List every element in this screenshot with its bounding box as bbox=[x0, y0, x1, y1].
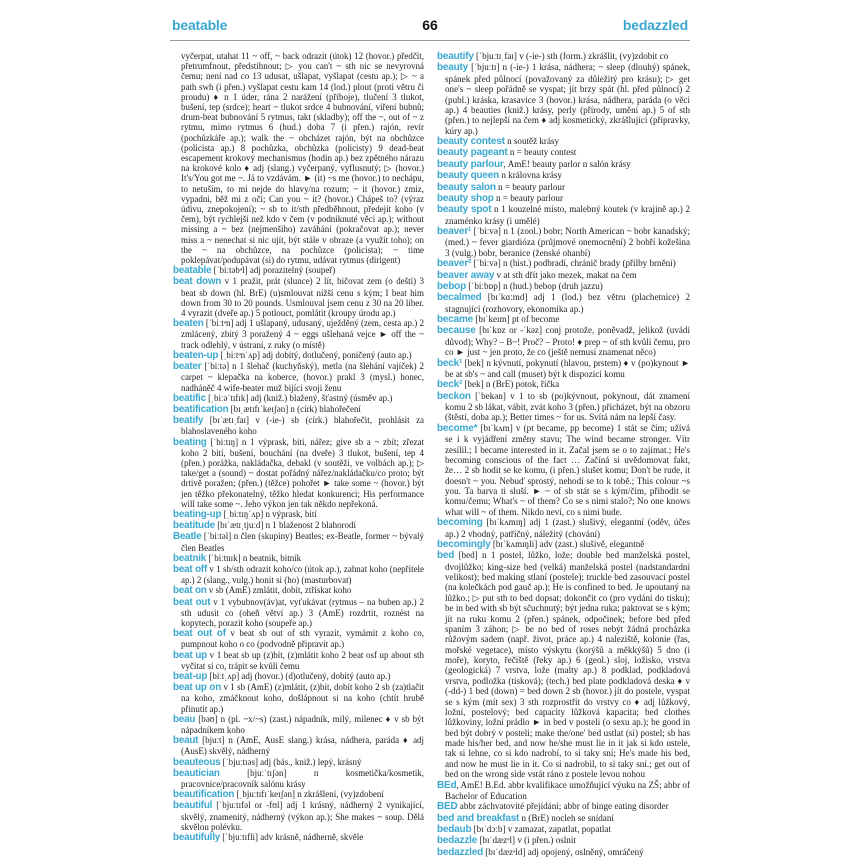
headword: beatitude bbox=[173, 520, 215, 532]
dictionary-entry bbox=[173, 757, 424, 768]
dictionary-entry bbox=[437, 539, 690, 550]
dictionary-entry bbox=[437, 62, 690, 136]
entry-body: [ˈbjuːtɪˌfaɪ] v (-ie-) sth (form.) zkrášlit, (vy)zdobit co bbox=[476, 51, 669, 61]
headword: BEd bbox=[437, 779, 457, 791]
headword: beckon bbox=[437, 390, 471, 402]
entry-body: [ˈbiːtə] n 1 šlehač (kuchyňský), metla (na šlehání vajíček) 2 carpet ~ klepačka na koberce, (hovor.) prakl 3 (mysl.) honec, nadháněč 4 wife-beater muž bijící svoji ženu bbox=[181, 361, 424, 393]
right-entries bbox=[437, 51, 690, 858]
entry-body: , AmE! beauty parlor n salón krásy bbox=[503, 158, 631, 169]
entry-body: n soutěž krásy bbox=[507, 136, 560, 146]
headword: beaten-up bbox=[173, 349, 219, 361]
entry-body: [ˌbiːtɪŋˈʌp] n výprask, bití bbox=[223, 508, 317, 519]
headword: beat on bbox=[173, 585, 207, 597]
dictionary-entry bbox=[437, 325, 690, 357]
entry-body: [ˈbjuːtɪəs] adj (bás., kniž.) lepý, krásný bbox=[222, 756, 362, 767]
dictionary-entry bbox=[437, 780, 690, 802]
entry-body: [ˌbiːtᵊnˈʌp] adj dobitý, dotlučený, poničený (auto ap.) bbox=[220, 349, 412, 360]
headword: beck¹ bbox=[437, 357, 463, 369]
entry-body: n = beauty parlour bbox=[498, 181, 566, 192]
dictionary-entry bbox=[173, 276, 424, 318]
dictionary-entry bbox=[173, 671, 424, 682]
entry-body: v beat sb out of sth vyrazit, vymámit z koho co, pumpnout koho o co (podvodně připravit ap.) bbox=[181, 628, 424, 650]
entry-body: [bɪˈkʌmɪŋ] adj 1 (zast.) slušivý, elegantní (oděv, účes ap.) 2 vhodný, patřičný, náležitý (chování) bbox=[445, 517, 690, 539]
dictionary-entry bbox=[437, 281, 690, 292]
headword: bedaub bbox=[437, 824, 472, 835]
headword: beauty shop bbox=[437, 192, 494, 204]
headword: beautiful bbox=[173, 800, 213, 812]
dictionary-entry bbox=[437, 159, 690, 170]
headword: beat up on bbox=[173, 682, 222, 694]
headword: beautification bbox=[173, 789, 235, 801]
headword: beatable bbox=[173, 265, 212, 277]
header-last-word: bedazzled bbox=[622, 17, 688, 33]
headword: becoming bbox=[437, 517, 483, 529]
headword: beatific bbox=[173, 392, 206, 404]
headword: beat out of bbox=[173, 628, 226, 640]
dictionary-entry bbox=[437, 136, 690, 147]
entry-body: [ˈbiːtᵊn] adj 1 ušlapaný, udusaný, uježděný (zem, cesta ap.) 2 zmlácený, zbitý 3 poražený 4 ~ eggs ušlehaná vejce ► off the ~ track odlehlý, v ústraní, z ruky (o místě) bbox=[181, 318, 424, 350]
entry-body: [bɪˈkʌmɪŋli] adv (zast.) slušivě, elegantně bbox=[492, 538, 645, 549]
headword: beauty bbox=[437, 62, 469, 74]
running-header bbox=[170, 14, 690, 41]
dictionary-entry bbox=[173, 628, 424, 649]
dictionary-entry bbox=[173, 735, 424, 756]
headword: bedazzled bbox=[437, 846, 483, 858]
headword: beatification bbox=[173, 403, 229, 415]
entry-body: [ˈbiːtəl] n člen (skupiny) Beatles; ex-Beatle, former ~ bývalý člen Beatles bbox=[181, 531, 425, 553]
entry-body: [bjuːˈtɪʃən] n kosmetička/kosmetik, pracovnice/pracovník salónu krásy bbox=[181, 767, 424, 790]
dictionary-entry bbox=[173, 361, 424, 393]
entry-body: [ˈbjuːtɪ] n (-ie-) 1 krása, nádhera; ~ sleep (dlouhý) spánek, spánek před půlnocí (považovaný za důležitý pro krásu); ▷ get one's ~ sleep pořádně se vyspat; jít brzy spát (hl. před půlnocí) 2 (publ.) kráska, krasavice 3 (hovor.) krása, nádhera, paráda (o věci ap.) 4 beauties (kniž.) krásy, perly (přírody, umění ap.) 5 of sth (přen.) to nejlepší na čem ♦ adj kosmetický, zkrášlující (přípravky, kúry ap.) bbox=[445, 62, 690, 136]
dictionary-entry bbox=[173, 564, 424, 585]
dictionary-entry bbox=[437, 835, 690, 846]
headword: beaver¹ bbox=[437, 226, 472, 237]
left-entries bbox=[173, 265, 424, 843]
headword: beat off bbox=[173, 563, 208, 575]
headword: bed bbox=[437, 550, 455, 562]
dictionary-entry bbox=[437, 391, 690, 423]
dictionary-entry bbox=[173, 520, 424, 531]
dictionary-entry bbox=[173, 768, 424, 789]
dictionary-entry bbox=[437, 801, 690, 812]
headword: bed and breakfast bbox=[437, 812, 520, 824]
entry-body: [ˌbjuːtɪfɪˈkeɪʃən] n zkrášlení, (vy)zdobení bbox=[236, 789, 384, 800]
entry-body: [ˈbiːtɪŋ] n 1 výprask, bití, nářez; give sb a ~ zbít; zřezat koho 2 bití, bušení, bouchání (na dveře) 3 tlukot, bušení, tep 4 (přen.) porážka, nakládačka, debakl (v soutěži, ve volbách ap.); ▷ take/get a (sound) ~ dostat pořádný nářez/nakládačku/co proto; být drtivě poražen; (přen.) (těžce) pohořet ► take some ~ (hovor.) být jen těžko překonatelný, těžko hledat konkurenci; His performance will take some ~. Jeho výkon jen tak někdo nepřekoná. bbox=[181, 436, 425, 509]
dictionary-entry bbox=[437, 517, 690, 539]
headword: beauty parlour bbox=[437, 158, 504, 170]
dictionary-entry bbox=[173, 265, 424, 276]
headword: beating bbox=[173, 436, 207, 448]
left-column bbox=[173, 51, 424, 843]
entry-body: [bɪˈdæzᵊl] v (i přen.) oslnit bbox=[479, 835, 576, 846]
entry-body: n = beauty parlour bbox=[495, 192, 563, 203]
headword: beating-up bbox=[173, 508, 222, 520]
dictionary-entry bbox=[437, 824, 690, 835]
headword: beaten bbox=[173, 318, 204, 330]
entry-body: [bjuːt] n (AmE, AusE slang.) krása, nádhera, paráda ♦ adj (AusE) skvělý, nádherný bbox=[181, 735, 425, 757]
dictionary-entry bbox=[173, 714, 424, 735]
dictionary-entry bbox=[173, 531, 424, 552]
dictionary-entry bbox=[437, 170, 690, 181]
headword: beautician bbox=[173, 767, 220, 779]
dictionary-entry bbox=[437, 813, 690, 824]
headword: become* bbox=[437, 422, 478, 434]
headword: because bbox=[437, 325, 476, 337]
entry-body: v 1 vybubnov(áv)at, vyťukávat (rytmus – na buben ap.) 2 sth udusit co (oheň větví ap.) 3 (AmE) rozdrtit, roznést na kopytech, porazit koho (soupeře ap.) bbox=[181, 596, 424, 628]
dictionary-entry bbox=[173, 415, 424, 436]
headword: became bbox=[437, 314, 474, 325]
entry-body: v 1 pražit, prát (slunce) 2 lít, bičovat zem (o dešti) 3 beat sb down (hl. BrE) (u)smlouvat nižší cenu s kým; I beat him down from 30 to 20 pounds. Usmlouval jsem cenu z 30 na 20 liber. 4 vyrazit (dveře ap.) 5 potlouct, pomlátit (kroupy úrodu ap.) bbox=[181, 276, 425, 319]
header-first-word: beatable bbox=[172, 17, 228, 33]
dictionary-entry bbox=[173, 597, 424, 629]
dictionary-entry bbox=[437, 379, 690, 390]
dictionary-entry bbox=[173, 800, 424, 832]
entry-body: [bɪˈdɔːb] v zamazat, zapatlat, popatlat bbox=[473, 824, 611, 834]
dictionary-entry bbox=[437, 847, 690, 858]
dictionary-entry bbox=[173, 682, 424, 714]
dictionary-entry bbox=[173, 350, 424, 361]
dictionary-entry bbox=[173, 393, 424, 404]
dictionary-entry bbox=[173, 553, 424, 564]
headword: beautifully bbox=[173, 832, 221, 844]
entry-body: [bəʊ] n (pl. ~x/~s) (zast.) nápadník, milý, milenec ♦ v sb být nápadníkem koho bbox=[181, 713, 425, 735]
entry-body: [ˈbiːvə] n (hist.) podbradí, chránič brady (přilby brnění) bbox=[473, 258, 676, 269]
entry-body: [bɪˈkeɪm] pt of become bbox=[475, 314, 560, 324]
entry-body: [ˈbiːbɒp] n (hud.) bebop (druh jazzu) bbox=[468, 280, 603, 291]
headword: beat down bbox=[173, 276, 222, 288]
headword: beautify bbox=[437, 51, 474, 62]
entry-body: [bɪˈkʌm] v (pt became, pp become) 1 stát se čím; užívá se i k vyjádření změny stavu; The wind became stronger. Vítr zesílil.; I became interested in it. Začal jsem se o to zajímat.; He's becoming conscious of the fact … Začíná si uvědomovat fakt, že… 2 sb hodit se ke komu, (i přen.) slušet komu; Don't be rude, it doesn't ~ you. Nebuď sprostý, nehodí se to k tobě.; This colour ~s you. Ta barva ti sluší. ► ~ of sb stát se s kým/čím, přihodit se komu/čemu; What's ~ of them? Co se s nimi stalo?; No one knows what will ~ of them. Nikdo neví, co s nimi bude. bbox=[445, 422, 690, 517]
dictionary-entry bbox=[437, 204, 690, 226]
entry-body: [bɪˈdæzᵊld] adj opojený, oslněný, omráčený bbox=[485, 846, 644, 857]
entry-body: v 1 beat sb up (z)bít, (z)mlátit koho 2 beat osf up about sth vyčítat si co, trápit se kvůli čemu bbox=[181, 649, 425, 671]
entry-body: [bed] n 1 postel, lůžko, lože; double bed manželská postel, dvojlůžko; king-size bed (velká) manželská postel (nadstandardní velikost); bed making stlaní (postele); truckle bed zasouvací postel (na kolečkách pod gauč ap.); He is confined to bed. Je upoutaný na lůžko.; ▷ put sth to bed dopsat; dokončit co (pro vydání do tisku); be in bed with sb být sčuchnutý; být jedna ruka; paktovat se s kým; jít na ruku komu 2 (přen.) spánek, odpočinek; before bed před spaním 3 záhon; ▷ be no bed of roses nebýt žádná procházka růžovým sadem (např. život, práce ap.) 4 naleziště, kolonie (řas, mořské vegetace), místo výskytu (korýšů a měkkýšů) 5 dno (i moře), koryto, řečiště (řeky ap.) 6 (geol.) sloj, ložisko, vrstva (geologická) 7 vrstva, lože (malty ap.) 8 podklad, podkladová vrstva, podložka (tisková); (tech.) bed plate podkladová deska ♦ v (-dd-) 1 bed (down) = bed down 2 sb (hovor.) jít do postele, vyspat se s kým (mít sex) 3 sth rozprostřít do vrstvy co ♦ adj lůžkový, ložní, postelový; bed capacity lůžková kapacita; bed clothes lůžkoviny, ložní prádlo ► in bed v posteli (o sexu ap.); be good in bed být dobrý v posteli; make the/one' bed ustlat (si) postel; sb has made his/her bed, and now he/she must lie in it jak si kdo ustele, tak si lehne, co si kdo nadrobí, to si taky sní; He's made his bed, and now he must lie in it. Co si nadrobil, to si taky sní.; get out of bed on the wrong side vstát ráno z postele levou nohou bbox=[445, 550, 690, 780]
headword: beatnik bbox=[173, 552, 207, 564]
entry-body: n (BrE) nocleh se snídaní bbox=[521, 812, 614, 823]
dictionary-entry bbox=[173, 789, 424, 800]
dictionary-entry bbox=[173, 437, 424, 509]
headword: beaut bbox=[173, 735, 199, 747]
headword: bedazzle bbox=[437, 835, 478, 847]
headword: Beatle bbox=[173, 531, 202, 543]
headword: beauty salon bbox=[437, 181, 496, 193]
headword: beaver² bbox=[437, 258, 472, 270]
entry-body: n = beauty contest bbox=[509, 147, 577, 158]
headword: BED bbox=[437, 801, 458, 813]
entry-body: [ˈbekən] v 1 to sb (po)kývnout, pokynout, dát znamení komu 2 sb lákat, vábit, zvát koho 3 (přen.) přicházet, být na obzoru (štěstí, doba ap.); Better times ~ for us. Svítá nám na lepší časy. bbox=[445, 390, 690, 423]
entry-body: v 1 sb/sth odrazit koho/co (útok ap.), zahnat koho (nepřítele ap.) 2 (slang., vulg.) honit si (ho) (masturbovat) bbox=[181, 563, 424, 586]
headword: becalmed bbox=[437, 292, 482, 304]
headword: bebop bbox=[437, 280, 466, 292]
entry-body: [bek] n (BrE) potok, říčka bbox=[464, 379, 560, 390]
entry-body: [ˈbiːvə] n 1 (zool.) bobr; North American ~ bobr kanadský; (med.) ~ fever giardióza (průjmové onemocnění) 2 bobří kožešina 3 (vulg.) bobr, beranice (ženské ohanbí) bbox=[445, 226, 691, 258]
dictionary-page bbox=[170, 14, 690, 859]
entry-body: [bɪˈætɪˌtjuːd] n 1 blaženost 2 blahorodí bbox=[217, 520, 356, 531]
entry-body: , AmE! B.Ed. abbr kvalifikace umožňující výuku na ZŠ; abbr of Bachelor of Education bbox=[445, 779, 690, 801]
dictionary-entry bbox=[173, 318, 424, 350]
dictionary-entry bbox=[437, 182, 690, 193]
dictionary-entry bbox=[437, 550, 690, 779]
entry-body: [bɪˈkɒz or -ˈkəz] conj protože, poněvadž, jelikož (uvádí důvod); Why? – B~! Proč? – Proto! ♦ prep ~ of sth kvůli čemu, pro co ► just ~ jen proto, že co (ještě nemusí znamenat něco) bbox=[445, 325, 690, 358]
dictionary-entry bbox=[437, 292, 690, 314]
entry-body: v at sth dřít jako mezek, makat na čem bbox=[496, 269, 637, 280]
entry-body: [bek] n kývnutí, pokynutí (hlavou, prstem) ♦ v (po)kynout ► be at sb's ~ and call (muset) být k dispozici komu bbox=[445, 357, 690, 379]
entry-body: [ˈbiːtəbᵊl] adj porazitelný (soupeř) bbox=[213, 265, 336, 276]
headword: beck² bbox=[437, 379, 463, 391]
page-number: 66 bbox=[422, 17, 438, 33]
headword: beauty pageant bbox=[437, 147, 508, 159]
dictionary-entry bbox=[437, 147, 690, 158]
entry-body: [ˈbjuːtɪfli] adv krásně, nádherně, skvěle bbox=[222, 832, 364, 843]
entry-body: abbr záchvatovité přejídání; abbr of binge eating disorder bbox=[459, 801, 669, 812]
headword: beauteous bbox=[173, 756, 221, 768]
dictionary-entry bbox=[437, 358, 690, 380]
dictionary-entry bbox=[437, 314, 690, 325]
dictionary-entry bbox=[173, 509, 424, 520]
headword: beat up bbox=[173, 649, 207, 661]
headword: beater bbox=[173, 361, 202, 373]
dictionary-entry bbox=[437, 226, 690, 258]
entry-continuation bbox=[173, 51, 424, 265]
entry-body: [ˈbjuːtɪfəl or -fʊl] adj 1 krásný, nádherný 2 vynikající, skvělý, znamenitý, nádherný (výkon ap.); She makes ~ soup. Dělá skvělou polévku. bbox=[181, 800, 424, 832]
dictionary-entry bbox=[437, 423, 690, 517]
entry-body: [bɪˈætɪˌfaɪ] v (-ie-) sb (círk.) blahořečit, prohlásit za blahoslaveného koho bbox=[181, 415, 425, 437]
headword: beauty spot bbox=[437, 204, 492, 216]
dictionary-entry bbox=[173, 650, 424, 671]
entry-body: [bɪˌætɪfɪˈkeɪʃən] n (círk) blahořečení bbox=[230, 403, 361, 414]
entry-body: [ˈbiːtnɪk] n beatnik, bitník bbox=[208, 552, 302, 563]
dictionary-entry bbox=[173, 585, 424, 596]
entry-body: n královna krásy bbox=[501, 170, 562, 181]
headword: beatify bbox=[173, 415, 204, 427]
headword: beat-up bbox=[173, 670, 208, 682]
entry-body: vyčerpat, utahat 11 ~ off, ~ back odrazit (útok) 12 (hovor.) předčit, přetrumfnout, předstihnout; ▷ you can't ~ sth nic se nevyrovná čemu; není nad co 13 udusat, ušlapat, vyšlapat (cestu ap.); ▷ ~ a path swh (i přen.) vyšlapat cestu kam 14 (lod.) plout (proti větru či proudu) ♦ n 1 úder, rána 2 narážení (příboje), tlučení 3 tlukot, bušení, tep (srdce); heart ~ tlukot srdce 4 bubnování, víření bubnů; drum-beat bubnování 5 rytmus, takt (skladby); off the ~, out of ~ z rytmu, mimo rytmus 6 (hud.) doba 7 (i přen.) rajón, revír (pochůzkáře ap.); walk the ~ obcházet rajón, být na obchůzce (policista ap.) 8 pochůzka, obchůzka (policisty) 9 dead-beat escapement krokový mechanismus (hodin ap.) bez zpětného nárazu na krokové kolo ♦ adj (slang.) vyčerpaný, vyflusnutý; ▷ (hovor.) It's/You got me ~. Já to vzdávám. ► (it) ~s me (hovor.) to nechápu, to netuším, to mi nejde do hlavy/na rozum; ~ it (hovor.) zmiz, vypadni, běž mi z očí; Can you ~ it? (hovor.) Chápeš to? (výraz údivu, znepokojení); ~ sb to it/sth předběhnout, předejít koho (v čem), být rychlejší než kdo v čem (v podniknuté věci ap.); without missing a ~ bez (nejmenšího) zaváhání (pokračovat ap.); never miss a ~ nenechat si nic ujít, být stále v obraze (a využít toho); on the ~ na obchůzce, na pochůzce (policista); ~ time poklepávat/podupávat (si) do rytmu, udávat rytmus (dirigent) bbox=[181, 51, 424, 266]
headword: beauty contest bbox=[437, 136, 505, 147]
headword: beat out bbox=[173, 596, 211, 608]
headword: beau bbox=[173, 713, 196, 725]
dictionary-entry bbox=[173, 404, 424, 415]
dictionary-entry bbox=[173, 832, 424, 843]
entry-body: v 1 sb (AmE) (z)mlátit, (z)bít, dobít koho 2 sb (za)tlačit na koho, zmáčknout koho, došlápnout si na koho (chtít hrubě přinutit ap.) bbox=[181, 682, 424, 714]
headword: beauty queen bbox=[437, 170, 500, 182]
dictionary-entry bbox=[437, 51, 690, 62]
headword: beaver away bbox=[437, 269, 495, 281]
right-column bbox=[437, 51, 690, 858]
entry-body: n 1 kouzelné místo, malebný koutek (v krajině ap.) 2 znaménko krásy (i umělé) bbox=[445, 204, 690, 226]
dictionary-entry bbox=[437, 193, 690, 204]
dictionary-entry bbox=[437, 270, 690, 281]
entry-body: [biːtˌʌp] adj (hovor.) (d)otlučený, dobitý (auto ap.) bbox=[209, 670, 391, 681]
entry-body: [ˌbiːəˈtɪfɪk] adj (kniž.) blažený, šťastný (úsměv ap.) bbox=[208, 392, 393, 403]
entry-body: v sb (AmE) zmlátit, dobít, ztřískat koho bbox=[208, 585, 352, 596]
dictionary-entry bbox=[437, 258, 690, 269]
entry-body: [bɪˈkɑːmd] adj 1 (lod.) bez větru (plachetnice) 2 stagnující (rozhovory, ekonomika ap.) bbox=[445, 292, 691, 314]
headword: becomingly bbox=[437, 538, 491, 550]
